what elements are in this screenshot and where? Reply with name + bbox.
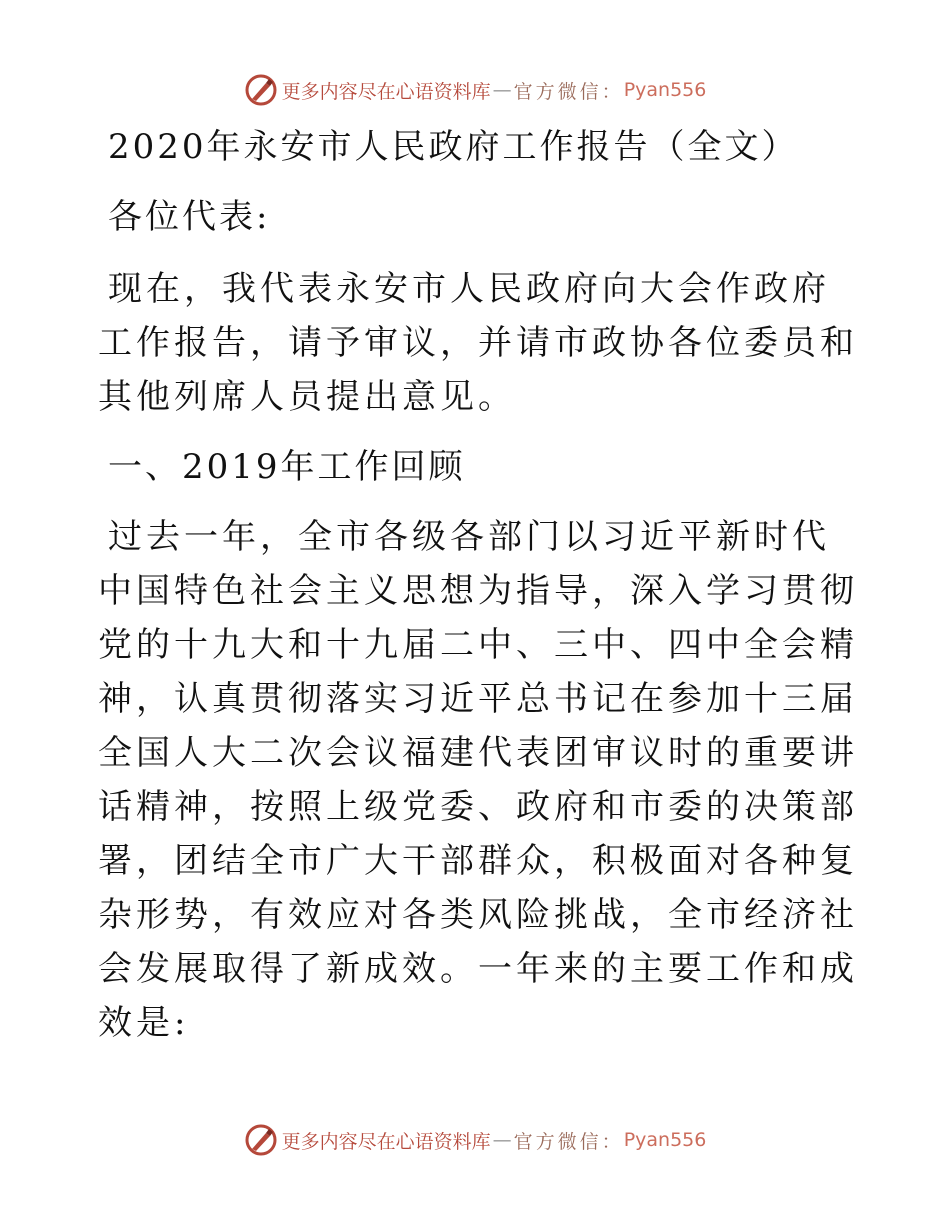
section-title-review: 一、2019年工作回顾 (108, 447, 466, 487)
watermark-footer (0, 1122, 950, 1158)
watermark-weixin-id: Pyan556 (623, 79, 707, 101)
watermark-weixin-label: 官方微信： (513, 80, 624, 103)
watermark-main-text: 更多内容尽在心语资料库 (281, 1130, 491, 1153)
watermark-weixin-id: Pyan556 (623, 1129, 707, 1151)
review-paragraph: 过去一年，全市各级各部门以习近平新时代中国特色社会主义思想为指导，深入学习贯彻党的十九大和十九届二中、三中、四中全会精神，认真贯彻落实习近平总书记在参加十三届全国人大二次会议福建代表团审议时的重要讲话精神，按照上级党委、政府和市委的决策部署，团结全市广大干部群众，积极面对各种复杂形势，有效应对各类风险挑战，全市经济社会发展取得了新成效。一年来的主要工作和成效是: (98, 517, 858, 1043)
document-body (98, 122, 858, 1068)
watermark-dash: — (492, 79, 512, 101)
watermark-weixin-label: 官方微信： (513, 1130, 624, 1153)
watermark-header (0, 72, 950, 108)
intro-paragraph: 现在，我代表永安市人民政府向大会作政府工作报告，请予审议，并请市政协各位委员和其他列席人员提出意见。 (98, 269, 858, 417)
salutation: 各位代表: (108, 197, 271, 237)
pen-circle-icon (244, 1123, 278, 1157)
document-title: 2020年永安市人民政府工作报告（全文） (108, 127, 799, 167)
pen-circle-icon (244, 73, 278, 107)
watermark-main-text: 更多内容尽在心语资料库 (281, 80, 491, 103)
watermark-dash: — (492, 1129, 512, 1151)
